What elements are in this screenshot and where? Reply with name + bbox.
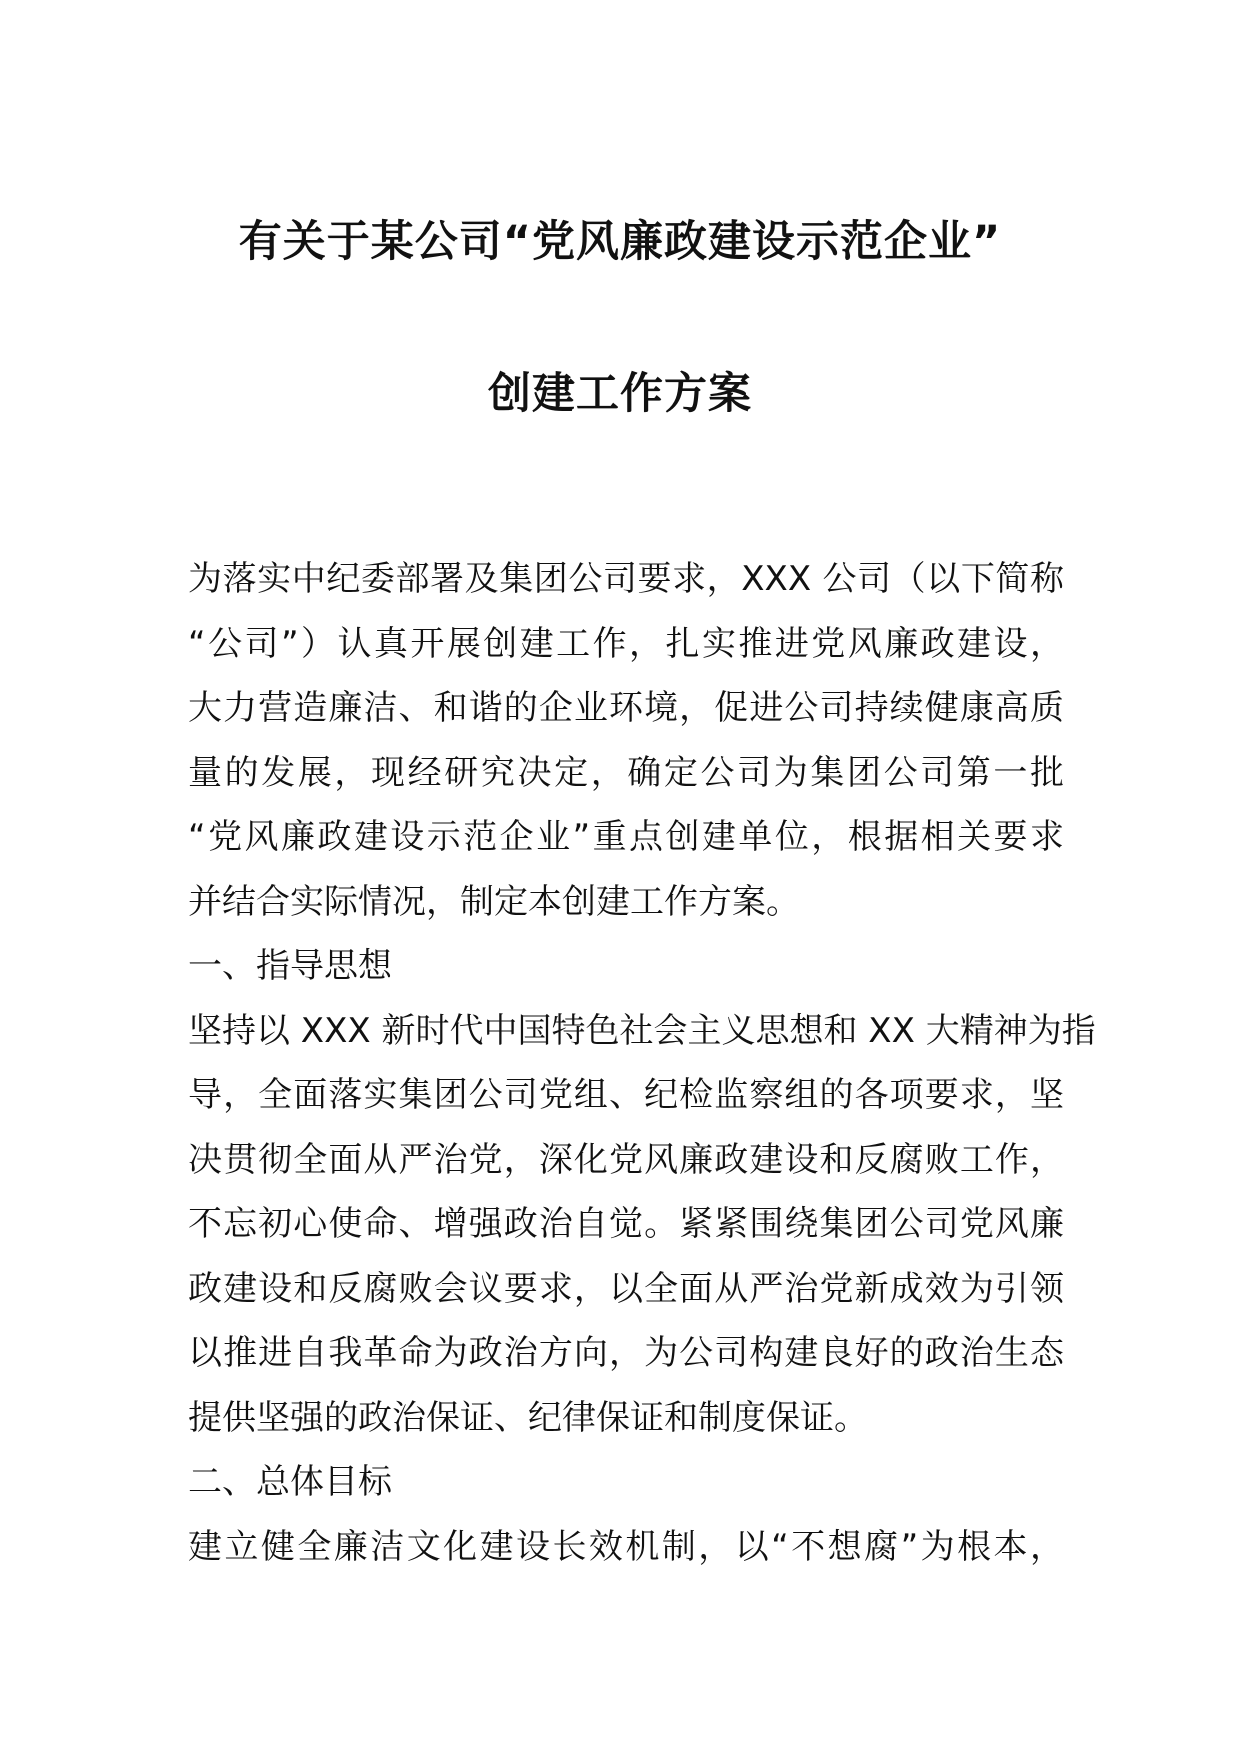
paragraph-line: 以推进自我革命为政治方向，为公司构建良好的政治生态	[188, 1333, 1064, 1373]
paragraph-line: 决贯彻全面从严治党，深化党风廉政建设和反腐败工作，	[188, 1139, 1064, 1180]
paragraph-line: 大力营造廉洁、和谐的企业环境，促进公司持续健康高质	[188, 688, 1064, 728]
paragraph-line: 并结合实际情况，制定本创建工作方案。	[188, 881, 800, 922]
document-title-line-1: 有关于某公司“党风廉政建设示范企业”	[238, 217, 1002, 267]
paragraph-line: 建立健全廉洁文化建设长效机制，以“不想腐”为根本，	[188, 1526, 1064, 1567]
paragraph-line: 提供坚强的政治保证、纪律保证和制度保证。	[188, 1397, 868, 1438]
paragraph-line: 导，全面落实集团公司党组、纪检监察组的各项要求，坚	[188, 1075, 1064, 1115]
section-heading: 一、指导思想	[188, 946, 392, 986]
paragraph-line: 坚持以 XXX 新时代中国特色社会主义思想和 XX 大精神为指	[188, 1010, 1096, 1051]
paragraph-line: 政建设和反腐败会议要求，以全面从严治党新成效为引领	[188, 1268, 1064, 1309]
paragraph-line: 量的发展，现经研究决定，确定公司为集团公司第一批	[188, 752, 1064, 793]
document-title-line-2: 创建工作方案	[488, 369, 752, 419]
document-body	[188, 547, 1096, 1579]
paragraph-line: 为落实中纪委部署及集团公司要求，XXX 公司（以下简称	[188, 559, 1064, 599]
section-heading: 二、总体目标	[188, 1462, 392, 1502]
paragraph-line: “公司”）认真开展创建工作，扎实推进党风廉政建设，	[188, 623, 1064, 664]
paragraph-line: 不忘初心使命、增强政治自觉。紧紧围绕集团公司党风廉	[188, 1204, 1064, 1244]
paragraph-line: “党风廉政建设示范企业”重点创建单位，根据相关要求	[188, 817, 1064, 857]
